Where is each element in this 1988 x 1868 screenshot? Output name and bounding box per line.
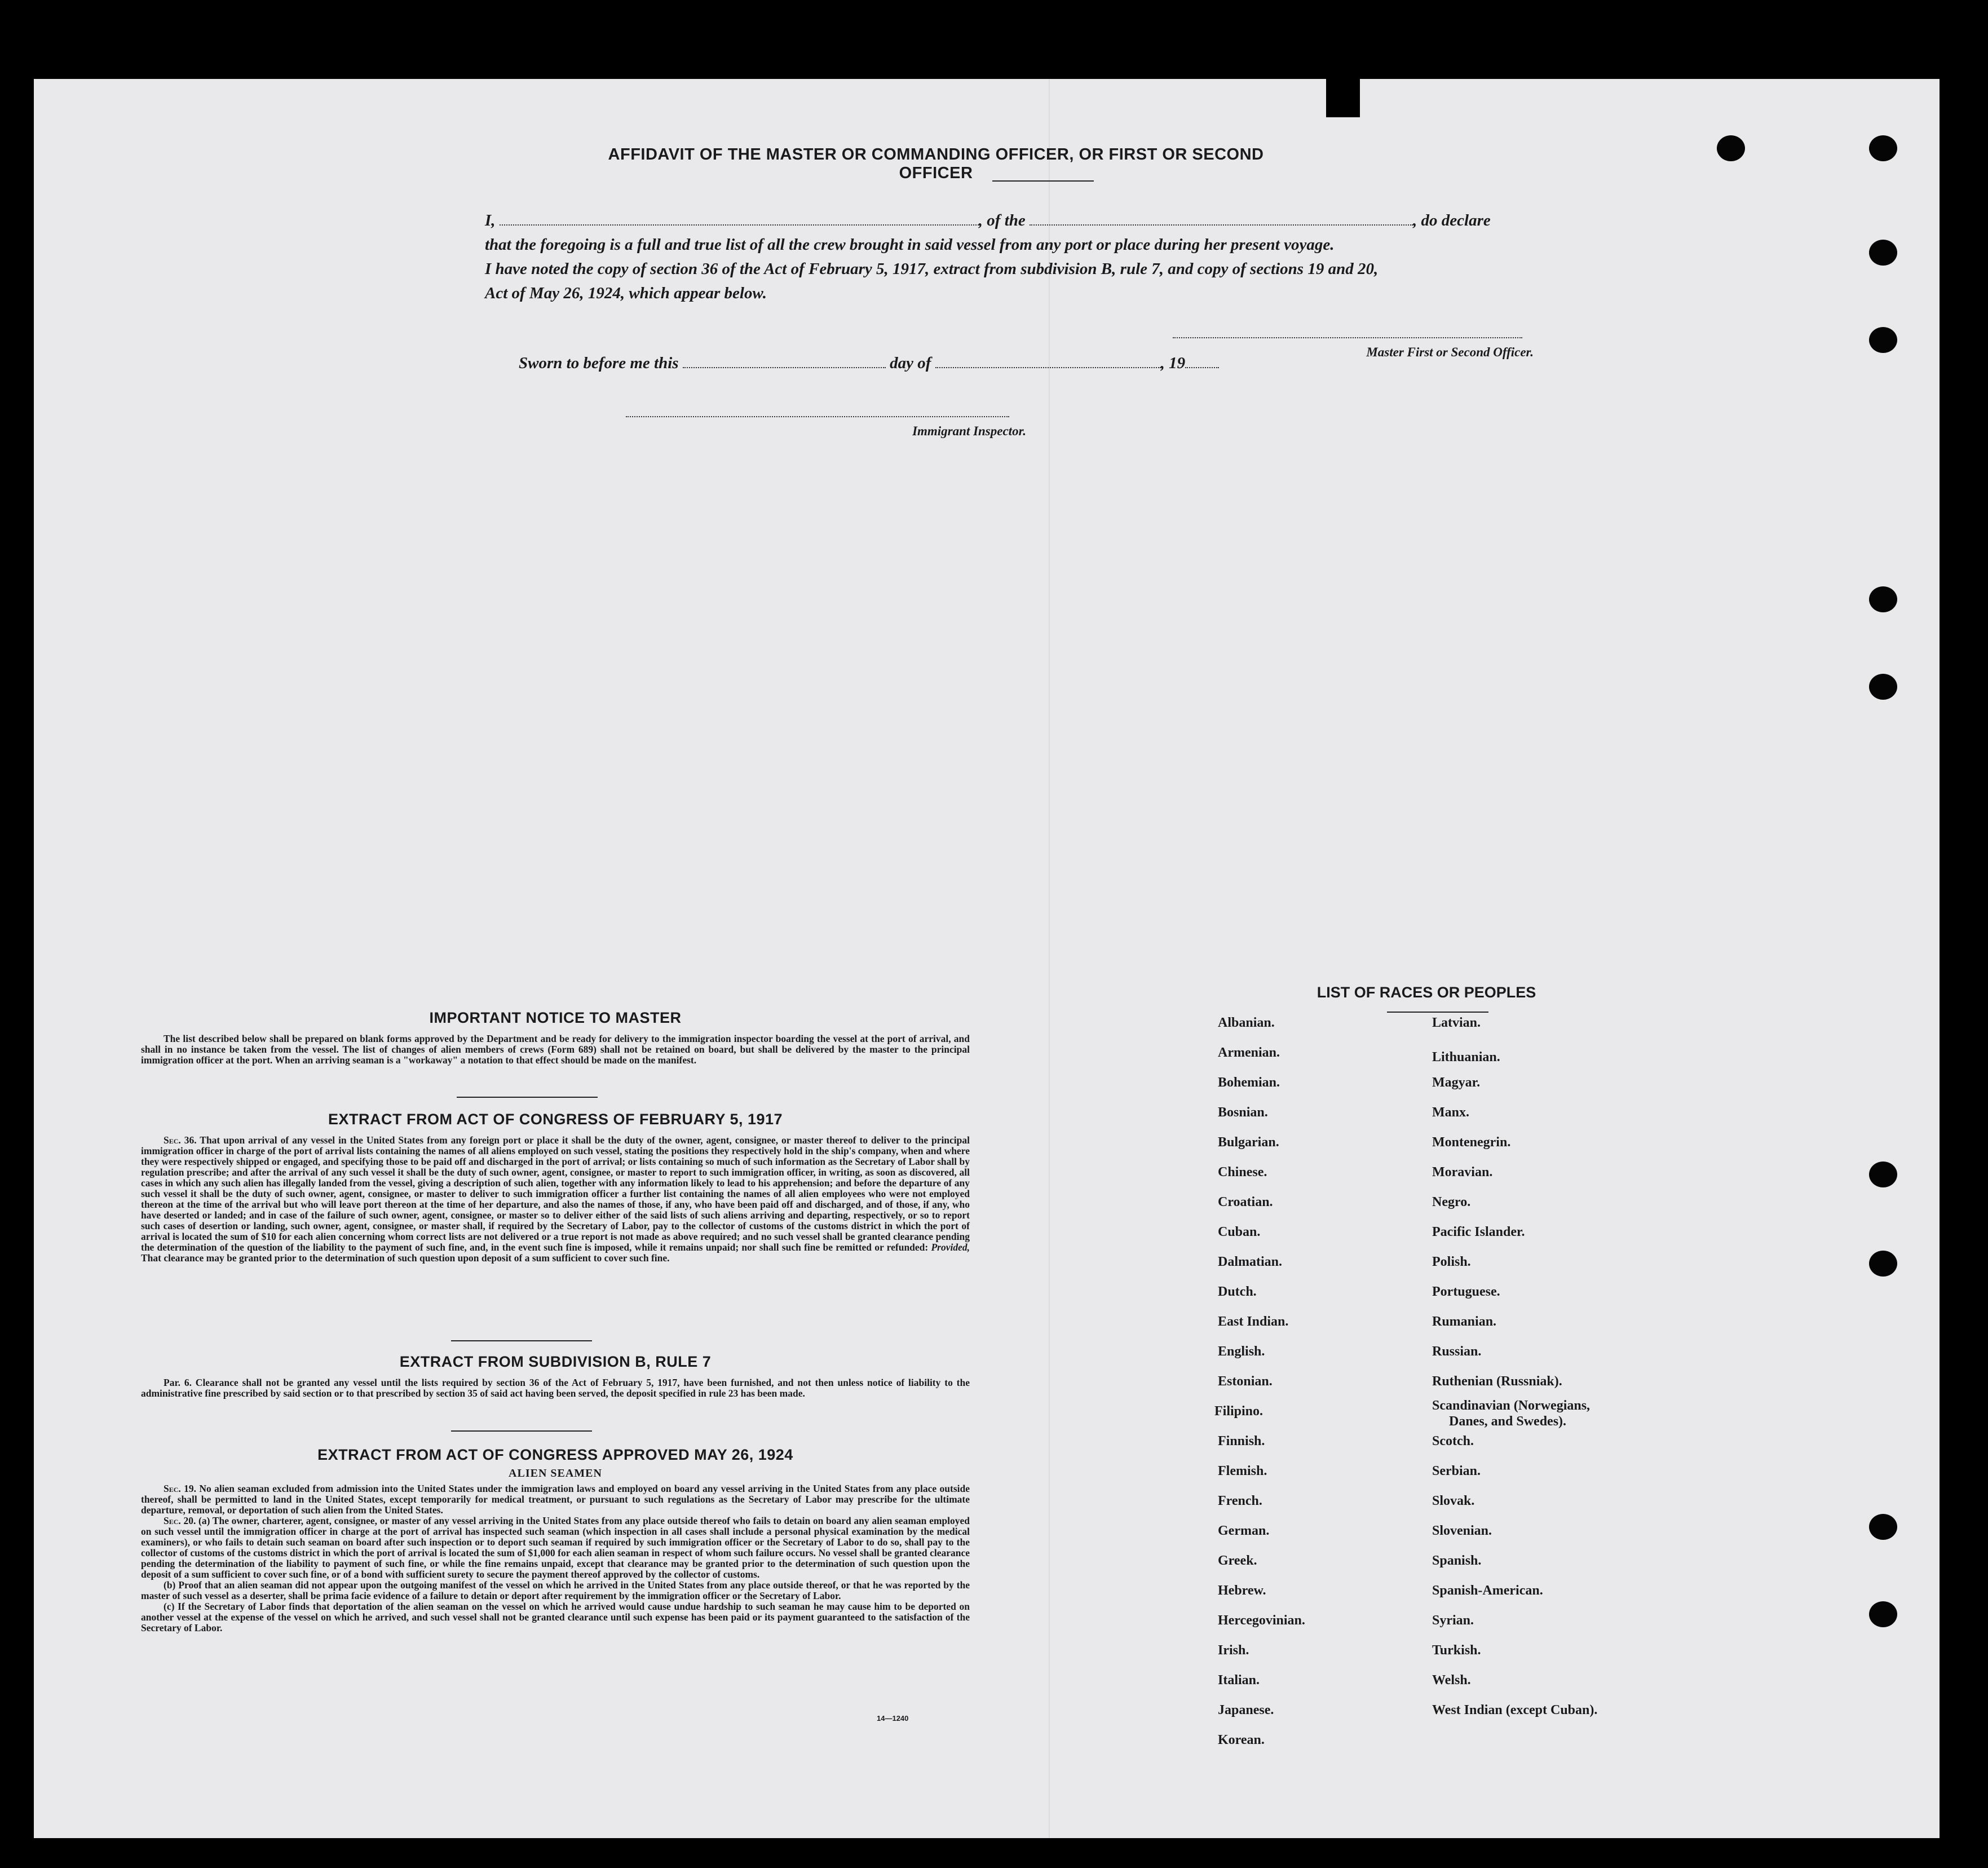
race-item: Bohemian. [1218, 1075, 1280, 1090]
race-item: Filipino. [1214, 1404, 1264, 1419]
sworn-month-blank[interactable] [935, 367, 1161, 368]
race-item: Bulgarian. [1218, 1135, 1279, 1150]
title-underline [992, 180, 1094, 182]
section-divider [451, 1340, 592, 1341]
race-item: Negro. [1432, 1195, 1471, 1209]
master-label: Master First or Second Officer. [1366, 345, 1534, 359]
extract-1924 [141, 1446, 970, 1633]
extract-rule-7-body: Par. 6. Clearance shall not be granted any vessel until the lists required by section 36 of the Act of February 5, 1917, have been furnished, and not then unless notice of liability to the administrative fine prescribed by said section or to that prescribed by section 35 of said act having been served, the deposit specified in rule 23 has been made. [141, 1377, 970, 1399]
alien-seamen-subtitle: ALIEN SEAMEN [509, 1467, 602, 1480]
race-item: Lithuanian. [1432, 1050, 1500, 1065]
race-item: Greek. [1218, 1553, 1257, 1568]
sec-19-body: Sec. 19. No alien seaman excluded from admission into the United States under the immigration laws and employed on board any vessel arriving in the United States from any place outside thereof, shall be permitted to land in the United States, except temporarily for medical treatment, or pursuant to such regulations as the Secretary of Labor may prescribe for the ultimate departure, removal, or deportation of such alien from the United States. [141, 1483, 970, 1516]
races-title: LIST OF RACES OR PEOPLES [1317, 984, 1536, 1001]
day-of-label: day of [890, 354, 931, 372]
sec-20a-body: Sec. 20. (a) The owner, charterer, agent, consignee, or master of any vessel arriving in the United States from any place outside thereof who fails to detain on board any alien seaman employed on such vessel until the immigration officer in charge at the port of arrival has inspected such seaman (which inspection in all cases shall include a personal physical examination by the medical examiners), or who fails to detain such seaman on board after such inspection or to deport such seaman if required by such immigration officer or the Secretary of Labor to do so, shall pay to the collector of customs of the customs district in which the port of arrival is located the sum of $1,000 for each alien seaman in respect of whom such failure occurs. No vessel shall be granted clearance pending the determination of the liability to payment of such fine, or while the fine remains unpaid, except that clearance may be granted prior to the determination of such question upon the deposit of a sum sufficient to cover such fine, or of a bond with sufficient surety to secure the payment thereof approved by the collector of customs. [141, 1515, 970, 1580]
binder-hole [1717, 135, 1745, 161]
master-signature-blank[interactable] [1173, 335, 1522, 338]
of-the-label: , of the [978, 211, 1026, 229]
race-item: Scotch. [1432, 1434, 1474, 1449]
race-item: French. [1218, 1494, 1262, 1508]
race-item: Danes, and Swedes). [1449, 1414, 1567, 1429]
race-item: Slovenian. [1432, 1523, 1492, 1538]
sec-36-label: Sec. 36. [164, 1134, 197, 1146]
race-item: East Indian. [1218, 1314, 1289, 1329]
race-item: Welsh. [1432, 1673, 1471, 1688]
race-item: Flemish. [1218, 1464, 1267, 1478]
race-item: German. [1218, 1523, 1270, 1538]
inspector-signature-block [626, 406, 1043, 439]
race-item: Finnish. [1218, 1434, 1265, 1449]
race-item: Hercegovinian. [1218, 1613, 1305, 1628]
extract-1917-body: Sec. 36. That upon arrival of any vessel in the United States from any foreign port or place it shall be the duty of the owner, agent, consignee, or master thereof to deliver to the principal immigration officer in charge of the port of arrival lists containing the names of all aliens employed on such vessel, stating the positions they respectively hold in the ship's company, when and where they were respectively shipped or engaged, and specifying those to be paid off and discharged in the port of arrival; or lists containing so much of such information as the Secretary of Labor shall by regulation prescribe; and after the arrival of any such vessel it shall be the duty of such owner, agent, consignee, or master to report to such immigration officer, in writing, as soon as discovered, all cases in which any such alien has illegally landed from the vessel, giving a description of such alien, together with any information likely to lead to his apprehension; and before the departure of any such vessel it shall be the duty of such owner, agent, consignee, or master to deliver to such immigration officer a further list containing the names of all alien employees who were not employed thereon at the time of the arrival but who will leave port thereon at the time of her departure, and also the names of those, if any, who have been paid off and discharged, and of those, if any, who have deserted or landed; and in case of the failure of such owner, agent, consignee, or master so to deliver either of the said lists of such aliens arriving and departing, respectively, or so to report such cases of desertion or landing, such owner, agent, consignee, or master shall, if required by the Secretary of Labor, pay to the collector of customs of the customs district in which the port of arrival is located the sum of $10 for each alien concerning whom correct lists are not delivered or a true report is not made as above required; and no such vessel shall be granted clearance pending the determination of the question of the liability to the payment of such fine, and, in the event such fine is imposed, while it remains unpaid; nor shall such fine be remitted or refunded: Provided, That clearance may be granted prior to the determination of such question upon deposit of a sum sufficient to cover such fine. [141, 1134, 970, 1264]
race-item: Armenian. [1218, 1045, 1280, 1060]
notice-body: The list described below shall be prepared on blank forms approved by the Department and be ready for delivery to the immigration inspector boarding the vessel at the port of arrival, and shall in no instance be taken from the vessel. The list of changes of alien members of crews (Form 689) shall not be retained on board, but shall be delivered by the master to the principal immigration officer at the port. When an arriving seaman is a "workaway" a notation to that effect should be made on the manifest. [141, 1033, 970, 1066]
statement-line-2: that the foregoing is a full and true list of all the crew brought in said vessel from any port or place during her present voyage. [485, 236, 1335, 254]
race-item: Chinese. [1218, 1165, 1267, 1180]
do-declare-label: , do declare [1413, 211, 1491, 229]
race-item: Moravian. [1432, 1165, 1493, 1180]
sworn-line [519, 354, 1376, 373]
binder-hole [1869, 1251, 1897, 1277]
binder-hole [1869, 1601, 1897, 1627]
race-item: Portuguese. [1432, 1284, 1500, 1299]
race-item: Pacific Islander. [1432, 1225, 1525, 1239]
binder-hole [1869, 240, 1897, 266]
race-item: Serbian. [1432, 1464, 1481, 1478]
affidavit-title: AFFIDAVIT OF THE MASTER OR COMMANDING OFFICER, OR FIRST OR SECOND OFFICER [608, 145, 1264, 182]
inspector-signature-blank[interactable] [626, 414, 1009, 417]
section-divider [451, 1430, 592, 1432]
race-item: Polish. [1432, 1255, 1471, 1269]
binder-hole [1869, 674, 1897, 700]
extract-1924-title: EXTRACT FROM ACT OF CONGRESS APPROVED MAY 26, 1924 [317, 1446, 793, 1463]
race-item: Bosnian. [1218, 1105, 1268, 1120]
declaration-line [485, 209, 1590, 233]
notice-title: IMPORTANT NOTICE TO MASTER [429, 1009, 682, 1026]
race-item: Scandinavian (Norwegians, [1432, 1398, 1591, 1413]
year-blank[interactable] [1185, 367, 1219, 368]
affidavit-statement [485, 209, 1590, 306]
race-item: Latvian. [1432, 1015, 1481, 1030]
race-item: Slovak. [1432, 1494, 1475, 1508]
extract-rule-7-title: EXTRACT FROM SUBDIVISION B, RULE 7 [399, 1353, 712, 1370]
sec-20b-body: (b) Proof that an alien seaman did not appear upon the outgoing manifest of the vessel on which he arrived in the United States from any place outside thereof, or that he was reported by the master of such vessel as a deserter, shall be prima facie evidence of a failure to detain or deport after requirement by the immigration officer or the Secretary of Labor. [141, 1579, 970, 1601]
race-item: Magyar. [1432, 1075, 1481, 1090]
extract-1917 [141, 1111, 970, 1264]
race-item: Hebrew. [1218, 1583, 1266, 1598]
race-item: Manx. [1432, 1105, 1469, 1120]
race-item: West Indian (except Cuban). [1432, 1703, 1598, 1717]
binder-hole [1869, 135, 1897, 161]
race-item: Albanian. [1218, 1015, 1275, 1030]
statement-line-4: Act of May 26, 1924, which appear below. [485, 284, 767, 302]
extract-rule-7 [141, 1353, 970, 1399]
year-prefix: , 19 [1160, 354, 1186, 372]
race-item: Turkish. [1432, 1643, 1481, 1658]
vessel-blank[interactable] [1030, 224, 1413, 226]
top-notch [1326, 79, 1360, 117]
race-item: Rumanian. [1432, 1314, 1497, 1329]
sworn-day-blank[interactable] [683, 367, 886, 368]
race-item: Dutch. [1218, 1284, 1257, 1299]
name-blank[interactable] [500, 224, 979, 226]
important-notice [141, 1009, 970, 1066]
race-item: Cuban. [1218, 1225, 1261, 1239]
race-item: Dalmatian. [1218, 1255, 1282, 1269]
document-page [34, 79, 1940, 1838]
binder-hole [1869, 1514, 1897, 1540]
race-item: Italian. [1218, 1673, 1260, 1688]
race-item: Russian. [1432, 1344, 1482, 1359]
race-item: Estonian. [1218, 1374, 1273, 1389]
page-fold [1049, 79, 1050, 1838]
race-item: Ruthenian (Russniak). [1432, 1374, 1562, 1389]
i-label: I, [485, 211, 496, 229]
sworn-label: Sworn to before me this [519, 354, 679, 372]
race-item: Irish. [1218, 1643, 1249, 1658]
sec-20c-body: (c) If the Secretary of Labor finds that deportation of the alien seaman on the vessel on which he arrived would cause undue hardship to such seaman he may cause him to be deported on another vessel at the expense of the vessel on which he arrived, and such vessel shall not be granted clearance until such expense has been paid or its payment guaranteed to the satisfaction of the Secretary of Labor. [141, 1601, 970, 1633]
binder-hole [1869, 327, 1897, 353]
race-item: Spanish. [1432, 1553, 1482, 1568]
section-divider [457, 1097, 598, 1098]
statement-line-3: I have noted the copy of section 36 of the Act of February 5, 1917, extract from subdivision B, rule 7, and copy of sections 19 and 20, [485, 260, 1379, 278]
form-number: 14—1240 [877, 1714, 909, 1723]
race-item: Croatian. [1218, 1195, 1273, 1209]
race-item: Montenegrin. [1432, 1135, 1511, 1150]
binder-hole [1869, 1162, 1897, 1187]
race-item: Syrian. [1432, 1613, 1474, 1628]
race-item: Spanish-American. [1432, 1583, 1543, 1598]
race-item: English. [1218, 1344, 1265, 1359]
binder-hole [1869, 586, 1897, 612]
races-title-underline [1387, 1012, 1488, 1013]
race-item: Japanese. [1218, 1703, 1274, 1717]
extract-1917-title: EXTRACT FROM ACT OF CONGRESS OF FEBRUARY 5, 1917 [328, 1111, 783, 1128]
inspector-label: Immigrant Inspector. [912, 424, 1026, 438]
race-item: Korean. [1218, 1733, 1265, 1747]
